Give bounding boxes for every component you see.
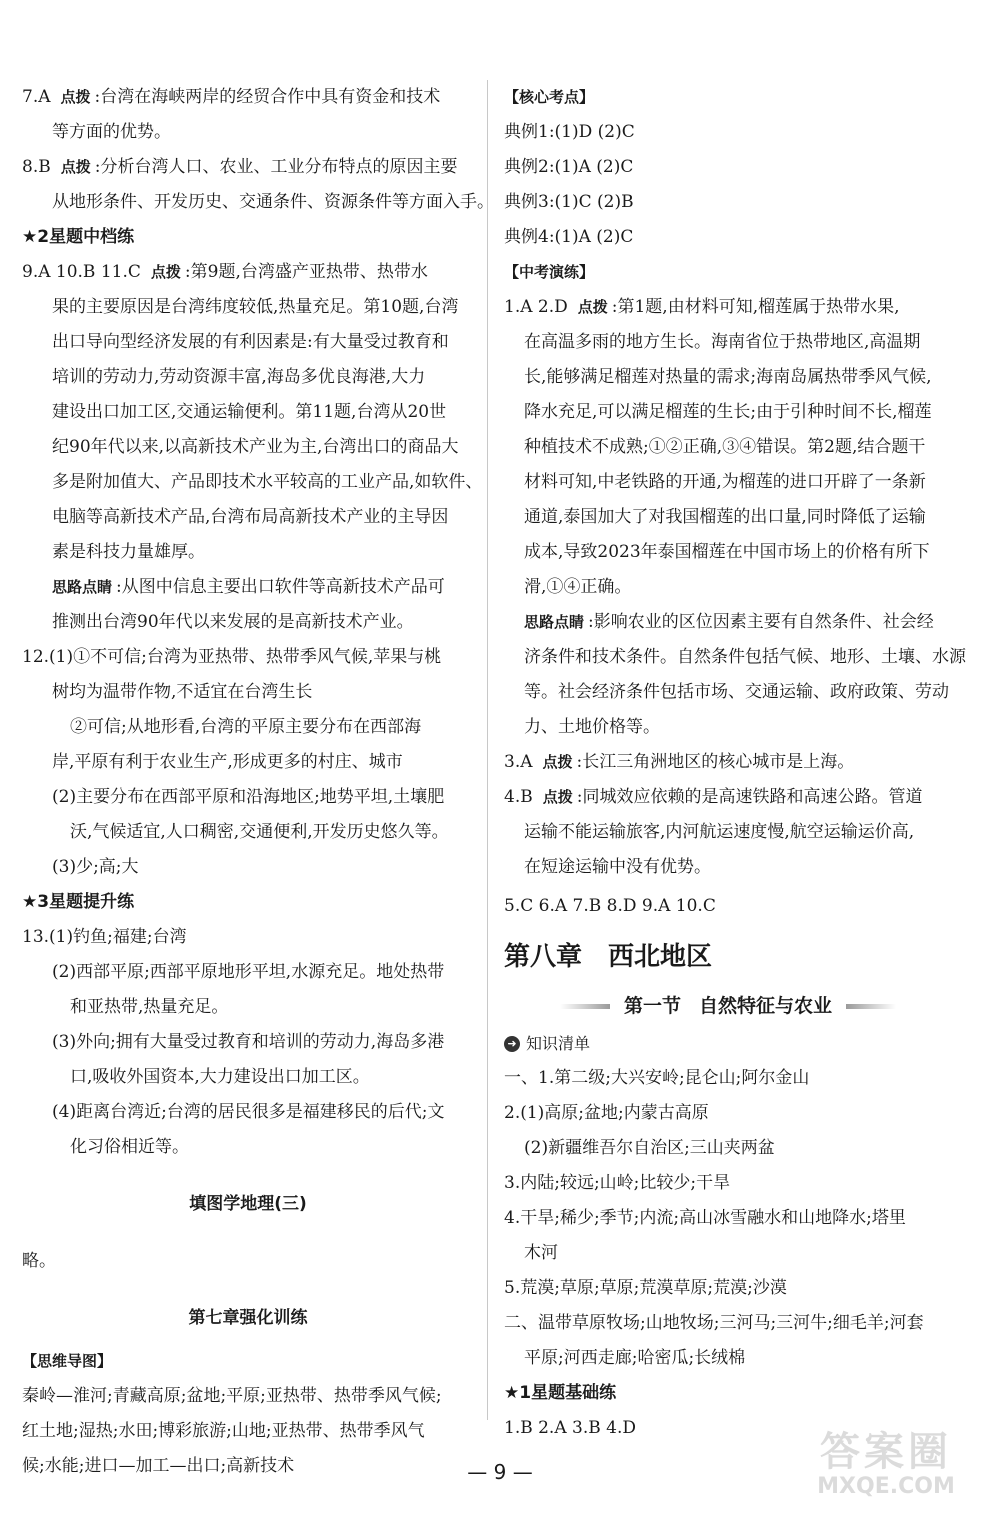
bracket-heading: 【中考演练】: [504, 263, 595, 281]
right-column: [504, 80, 966, 1446]
answer-line: ②可信;从地形看,台湾的平原主要分布在西部海: [70, 717, 422, 737]
section-title: 第一节 自然特征与农业: [504, 986, 952, 1026]
answer-line: 从地形条件、开发历史、交通条件、资源条件等方面入手。: [52, 192, 494, 212]
subsection-title: 第七章强化训练: [188, 1308, 308, 1328]
answer-line: 候;水能;进口—加工—出口;高新技术: [22, 1456, 295, 1476]
answer-line: 力、土地价格等。: [524, 717, 660, 737]
answer-line: 材料可知,中老铁路的开通,为榴莲的进口开辟了一条新: [524, 472, 926, 492]
answer-line: 纪90年代以来,以高新技术产业为主,台湾出口的商品大: [52, 437, 459, 457]
answer-line: 典例3:(1)C (2)B: [504, 192, 634, 212]
answer-line: 木河: [524, 1243, 558, 1263]
answer-line: 化习俗相近等。: [70, 1137, 189, 1157]
answer-line: 9.A 10.B 11.C 点拨 :第9题,台湾盛产亚热带、热带水: [22, 262, 428, 282]
answer-line: 3.内陆;较远;山岭;比较少;干旱: [504, 1173, 731, 1193]
answer-line: 在短途运输中没有优势。: [524, 857, 711, 877]
left-column: [22, 80, 494, 1484]
answer-line: (2)主要分布在西部平原和沿海地区;地势平坦,土壤肥: [52, 787, 445, 807]
answer-line: 典例1:(1)D (2)C: [504, 122, 635, 142]
answer-line: 典例4:(1)A (2)C: [504, 227, 634, 247]
column-divider: [487, 80, 488, 1420]
answer-line: 推测出台湾90年代以来发展的是高新技术产业。: [52, 612, 414, 632]
answer-line: 1.B 2.A 3.B 4.D: [504, 1418, 636, 1438]
answer-line: 13.(1)钓鱼;福建;台湾: [22, 927, 187, 947]
subsection-title: 填图学地理(三): [189, 1194, 307, 1214]
star-icon: ★: [22, 227, 38, 247]
answer-line: 3.A 点拨 :长江三角洲地区的核心城市是上海。: [504, 752, 855, 772]
section-bar-right: [846, 1004, 896, 1009]
answer-line: 等方面的优势。: [52, 122, 171, 142]
answer-line: 素是科技力量雄厚。: [52, 542, 205, 562]
bracket-heading: 【思维导图】: [22, 1352, 113, 1370]
answer-line: 长,能够满足榴莲对热量的需求;海南岛属热带季风气候,: [524, 367, 932, 387]
answer-line: 沃,气候适宜,人口稠密,交通便利,开发历史悠久等。: [70, 822, 449, 842]
answer-line: 降水充足,可以满足榴莲的生长;由于引种时间不长,榴莲: [524, 402, 932, 422]
answer-line: (4)距离台湾近;台湾的居民很多是福建移民的后代;文: [52, 1102, 445, 1122]
answer-line: 树均为温带作物,不适宜在台湾生长: [52, 682, 313, 702]
answer-line: 5.荒漠;草原;草原;荒漠草原;荒漠;沙漠: [504, 1278, 787, 1298]
section-heading-2star: ★2星题中档练: [22, 227, 135, 247]
answer-line: 红土地;湿热;水田;博彩旅游;山地;亚热带、热带季风气: [22, 1421, 425, 1441]
answer-line: 济条件和技术条件。自然条件包括气候、地形、土壤、水源: [524, 647, 966, 667]
answer-line: 滑,①④正确。: [524, 577, 632, 597]
answer-line: 12.(1)①不可信;台湾为亚热带、热带季风气候,苹果与桃: [22, 647, 442, 667]
answer-line: 多是附加值大、产品即技术水平较高的工业产品,如软件、: [52, 472, 483, 492]
answer-line: 4.B 点拨 :同城效应依赖的是高速铁路和高速公路。管道: [504, 787, 923, 807]
answer-line: 运输不能运输旅客,内河航运速度慢,航空运输运价高,: [524, 822, 915, 842]
answer-line: 1.A 2.D 点拨 :第1题,由材料可知,榴莲属于热带水果,: [504, 297, 900, 317]
answer-line: 建设出口加工区,交通运输便利。第11题,台湾从20世: [52, 402, 447, 422]
section-heading-3star: ★3星题提升练: [22, 892, 135, 912]
answer-line: 2.(1)高原;盆地;内蒙古高原: [504, 1103, 709, 1123]
answer-line: (2)新疆维吾尔自治区;三山夹两盆: [524, 1138, 775, 1158]
answer-line: 岸,平原有利于农业生产,形成更多的村庄、城市: [52, 752, 403, 772]
answer-line: 电脑等高新技术产品,台湾布局高新技术产业的主导因: [52, 507, 449, 527]
answer-line: (3)少;高;大: [52, 857, 139, 877]
answer-line: 成本,导致2023年泰国榴莲在中国市场上的价格有所下: [524, 542, 930, 562]
star-icon: ★: [22, 892, 38, 912]
answer-line: 和亚热带,热量充足。: [70, 997, 229, 1017]
answer-line: 4.干旱;稀少;季节;内流;高山冰雪融水和山地降水;塔里: [504, 1208, 906, 1228]
answer-line: 通道,泰国加大了对我国榴莲的出口量,同时降低了运输: [524, 507, 926, 527]
answer-line: 5.C 6.A 7.B 8.D 9.A 10.C: [504, 896, 716, 916]
answer-line: 略。: [22, 1251, 56, 1271]
answer-line: 秦岭—淮河;青藏高原;盆地;平原;亚热带、热带季风气候;: [22, 1386, 442, 1406]
watermark-logo: 答案圈 MXQE.COM: [817, 1429, 955, 1499]
star-icon: ★: [504, 1383, 520, 1403]
answer-line: (2)西部平原;西部平原地形平坦,水源充足。地处热带: [52, 962, 445, 982]
answer-line: 二、温带草原牧场;山地牧场;三河马;三河牛;细毛羊;河套: [504, 1313, 924, 1333]
answer-line: 思路点睛 :影响农业的区位因素主要有自然条件、社会经: [524, 612, 934, 632]
knowledge-arrow-icon: ➜: [504, 1036, 520, 1052]
answer-line: 平原;河西走廊;哈密瓜;长绒棉: [524, 1348, 746, 1368]
answer-line: 果的主要原因是台湾纬度较低,热量充足。第10题,台湾: [52, 297, 459, 317]
bracket-heading: 【核心考点】: [504, 88, 595, 106]
answer-line: 种植技术不成熟;①②正确,③④错误。第2题,结合题干: [524, 437, 926, 457]
answer-line: 典例2:(1)A (2)C: [504, 157, 634, 177]
answer-line: (3)外向;拥有大量受过教育和培训的劳动力,海岛多港: [52, 1032, 445, 1052]
answer-line: 8.B 点拨 :分析台湾人口、农业、工业分布特点的原因主要: [22, 157, 458, 177]
answer-line: 培训的劳动力,劳动资源丰富,海岛多优良海港,大力: [52, 367, 426, 387]
answer-line: 出口导向型经济发展的有利因素是:有大量受过教育和: [52, 332, 449, 352]
answer-line: 一、1.第二级;大兴安岭;昆仑山;阿尔金山: [504, 1068, 810, 1088]
answer-line: 思路点睛 :从图中信息主要出口软件等高新技术产品可: [52, 577, 445, 597]
section-heading-1star: ★1星题基础练: [504, 1383, 617, 1403]
answer-line: 7.A 点拨 :台湾在海峡两岸的经贸合作中具有资金和技术: [22, 87, 441, 107]
section-bar-left: [560, 1004, 610, 1009]
page-number: — 9 —: [467, 1460, 533, 1484]
answer-line: 口,吸收外国资本,大力建设出口加工区。: [70, 1067, 370, 1087]
answer-line: 在高温多雨的地方生长。海南省位于热带地区,高温期: [524, 332, 921, 352]
knowledge-list-heading: ➜ 知识清单: [504, 1026, 952, 1061]
chapter-title: 第八章 西北地区: [504, 942, 713, 972]
answer-line: 等。社会经济条件包括市场、交通运输、政府政策、劳动: [524, 682, 949, 702]
